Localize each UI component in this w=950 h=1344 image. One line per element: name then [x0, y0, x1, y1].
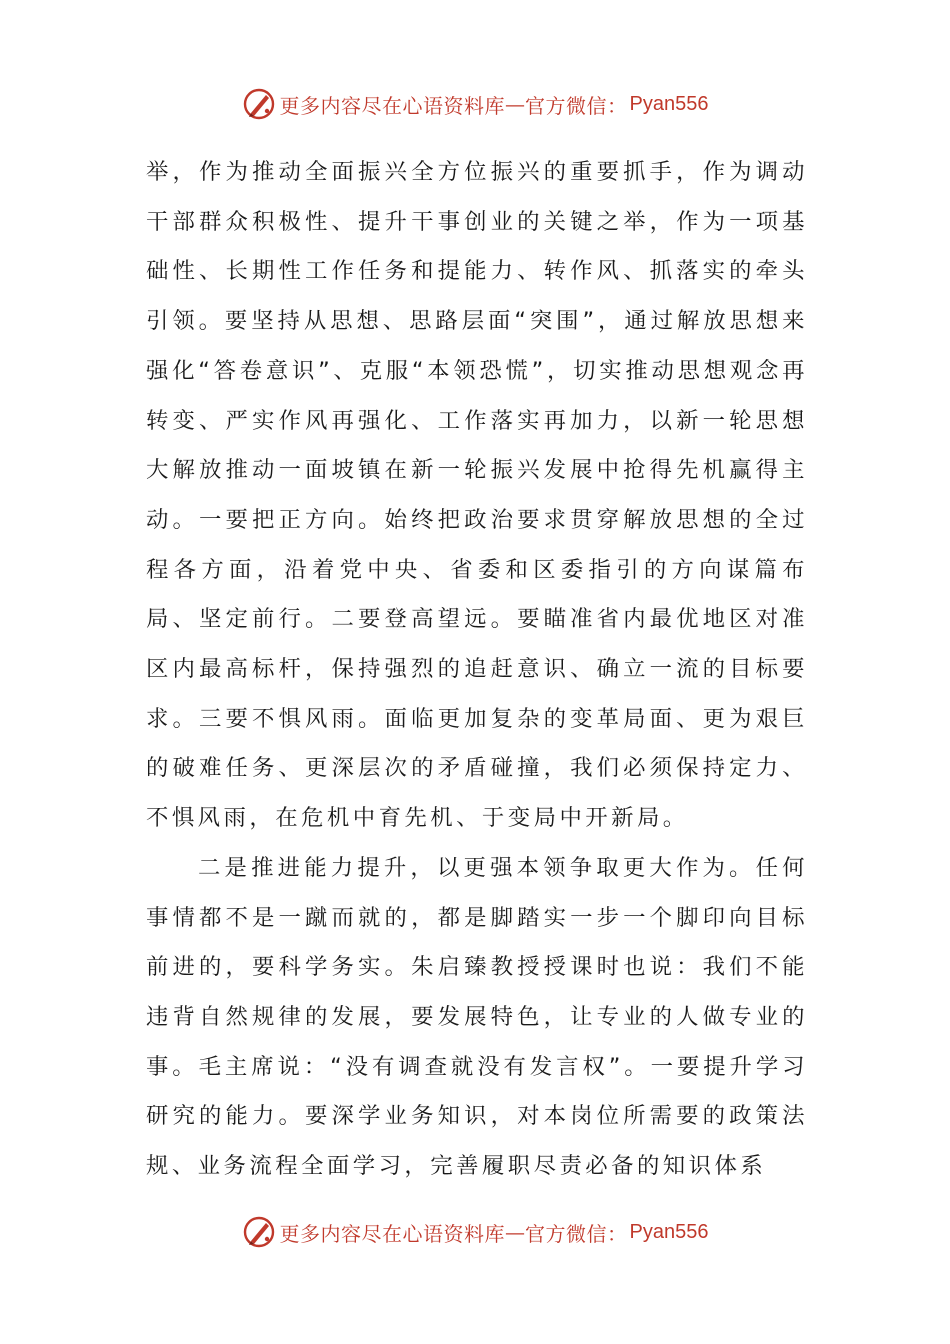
banner-promo-text: 更多内容尽在心语资料库 [279, 93, 506, 118]
banner-separator: — [505, 92, 526, 116]
footer-promo-text: 更多内容尽在心语资料库 [279, 1221, 506, 1246]
footer-wechat-label: 官方微信： [525, 1221, 628, 1246]
footer-wechat-id: Pyan556 [629, 1220, 709, 1243]
banner-wechat-id: Pyan556 [629, 92, 709, 115]
footer-separator: — [505, 1220, 526, 1244]
banner-wechat-label: 官方微信： [525, 93, 628, 118]
footer-banner [0, 1212, 950, 1252]
paragraph-1: 举，作为推动全面振兴全方位振兴的重要抓手，作为调动干部群众积极性、提升干事创业的关键之举，作为一项基础性、长期性工作任务和提能力、转作风、抓落实的牵头引领。要坚持从思想、思路层面“突围”，通过解放思想来强化“答卷意识”、克服“本领恐慌”，切实推动思想观念再转变、严实作风再强化、工作落实再加力，以新一轮思想大解放推动一面坡镇在新一轮振兴发展中抢得先机赢得主动。一要把正方向。始终把政治要求贯穿解放思想的全过程各方面，沿着党中央、省委和区委指引的方向谋篇布局、坚定前行。二要登高望远。要瞄准省内最优地区对准区内最高标杆，保持强烈的追赶意识、确立一流的目标要求。三要不惧风雨。面临更加复杂的变革局面、更为艰巨的破难任务、更深层次的矛盾碰撞，我们必须保持定力、不惧风雨，在危机中育先机、于变局中开新局。 [146, 159, 808, 832]
header-banner [0, 84, 950, 124]
pen-logo-icon [242, 87, 276, 121]
paragraph-2: 二是推进能力提升，以更强本领争取更大作为。任何事情都不是一蹴而就的，都是脚踏实一步一个脚印向目标前进的，要科学务实。朱启臻教授授课时也说：我们不能违背自然规律的发展，要发展特色，让专业的人做专业的事。毛主席说：“没有调查就没有发言权”。一要提升学习研究的能力。要深学业务知识，对本岗位所需要的政策法规、业务流程全面学习，完善履职尽责必备的知识体系 [146, 854, 808, 1180]
pen-logo-icon [242, 1215, 276, 1249]
document-body [146, 148, 808, 1192]
